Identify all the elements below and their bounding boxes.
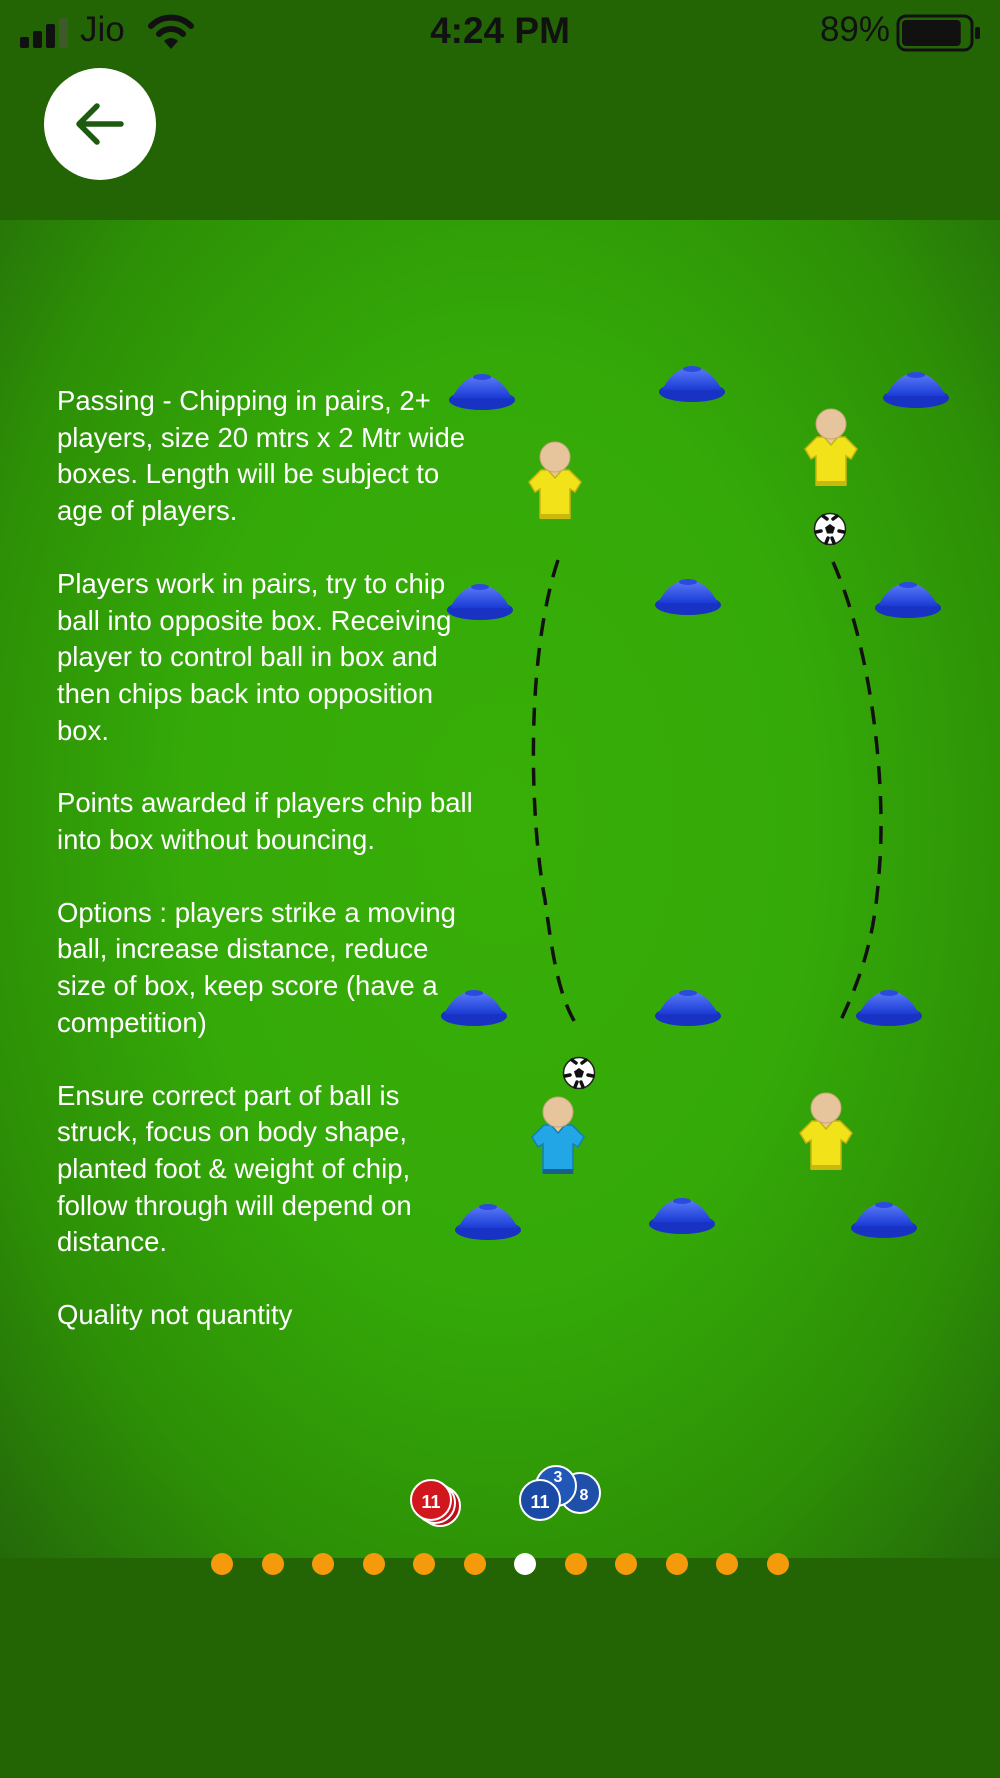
page-indicator [0, 1553, 1000, 1577]
cone-icon[interactable] [659, 366, 725, 402]
football-icon[interactable] [564, 1058, 595, 1089]
page-dot[interactable] [262, 1553, 284, 1575]
red-token-label: 11 [421, 1492, 441, 1512]
page-dot[interactable] [312, 1553, 334, 1575]
arrow-left-icon [69, 93, 131, 155]
carrier-name: Jio [80, 10, 125, 49]
page-dot[interactable] [716, 1553, 738, 1575]
blue-token-label: 8 [579, 1487, 589, 1504]
cone-icon[interactable] [883, 372, 949, 408]
status-time: 4:24 PM [430, 10, 570, 51]
page-dot[interactable] [211, 1553, 233, 1575]
page-dot[interactable] [666, 1553, 688, 1575]
blue-token-label: 11 [530, 1492, 550, 1512]
page-dot[interactable] [615, 1553, 637, 1575]
cone-icon[interactable] [851, 1202, 917, 1238]
status-bar [0, 0, 1000, 66]
ball-path-line [533, 560, 580, 1030]
page-dot[interactable] [464, 1553, 486, 1575]
battery-icon [896, 14, 982, 52]
back-button[interactable] [44, 68, 156, 180]
cone-icon[interactable] [875, 582, 941, 618]
player-yellow-icon[interactable] [805, 409, 857, 486]
player-blue-icon[interactable] [532, 1097, 584, 1174]
drill-pitch [0, 220, 1000, 1558]
page-dot-active[interactable] [514, 1553, 536, 1575]
cone-icon[interactable] [655, 990, 721, 1026]
drill-description [57, 383, 477, 1370]
red-player-token[interactable] [411, 1480, 460, 1526]
ball-path-line [833, 562, 881, 1026]
blue-player-token[interactable] [520, 1466, 600, 1520]
cone-icon[interactable] [649, 1198, 715, 1234]
description-paragraph: Options : players strike a moving ball, increase distance, reduce size of box, keep score (have a competition) [57, 896, 456, 1038]
player-yellow-icon[interactable] [800, 1093, 852, 1170]
description-paragraph: Players work in pairs, try to chip ball into opposite box. Receiving player to control ball in box and then chips back into opposition box. [57, 567, 452, 746]
page-dot[interactable] [363, 1553, 385, 1575]
cone-icon[interactable] [655, 579, 721, 615]
page-dot[interactable] [767, 1553, 789, 1575]
battery-percent: 89% [819, 10, 890, 49]
page-dot[interactable] [565, 1553, 587, 1575]
blue-token-label: 3 [553, 1469, 563, 1486]
description-paragraph: Points awarded if players chip ball into box without bouncing. [57, 787, 473, 856]
cone-icon[interactable] [856, 990, 922, 1026]
description-paragraph: Quality not quantity [57, 1299, 293, 1331]
description-paragraph: Passing - Chipping in pairs, 2+ players, size 20 mtrs x 2 Mtr wide boxes. Length will be subject to age of players. [57, 385, 466, 527]
player-yellow-icon[interactable] [529, 442, 581, 519]
page-dot[interactable] [413, 1553, 435, 1575]
football-icon[interactable] [815, 514, 846, 545]
description-paragraph: Ensure correct part of ball is struck, focus on body shape, planted foot & weight of chip, follow through will depend on distance. [57, 1079, 412, 1258]
